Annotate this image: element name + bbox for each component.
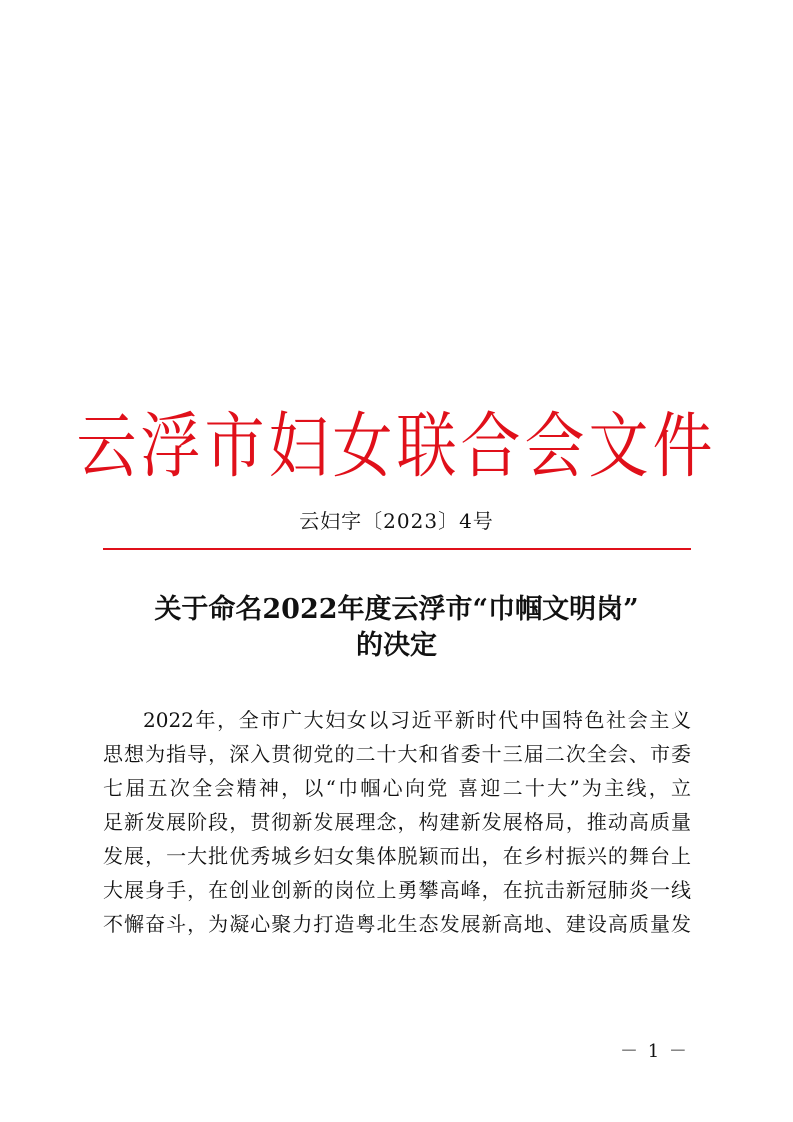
page-number: － 1 －	[620, 1041, 689, 1062]
body-line: 发展，一大批优秀城乡妇女集体脱颖而出，在乡村振兴的舞台上	[103, 844, 691, 868]
title-line-1: 关于命名2022年度云浮市“巾帼文明岗”	[154, 594, 639, 625]
red-separator-line	[103, 548, 691, 550]
document-title	[0, 592, 793, 664]
body-paragraph	[103, 703, 691, 941]
body-line: 足新发展阶段，贯彻新发展理念，构建新发展格局，推动高质量	[103, 810, 691, 834]
title-line-2: 的决定	[356, 630, 437, 661]
body-line: 大展身手，在创业创新的岗位上勇攀高峰，在抗击新冠肺炎一线	[103, 878, 691, 902]
body-line: 2022年，全市广大妇女以习近平新时代中国特色社会主义	[143, 708, 691, 732]
document-number: 云妇字〔2023〕4号	[299, 509, 494, 533]
body-line: 思想为指导，深入贯彻党的二十大和省委十三届二次全会、市委	[103, 742, 691, 766]
body-line: 不懈奋斗，为凝心聚力打造粤北生态发展新高地、建设高质量发	[103, 912, 691, 936]
body-line: 七届五次全会精神，以“巾帼心向党 喜迎二十大”为主线，立	[103, 776, 691, 800]
issuer-masthead: 云浮市妇女联合会文件	[76, 405, 717, 489]
